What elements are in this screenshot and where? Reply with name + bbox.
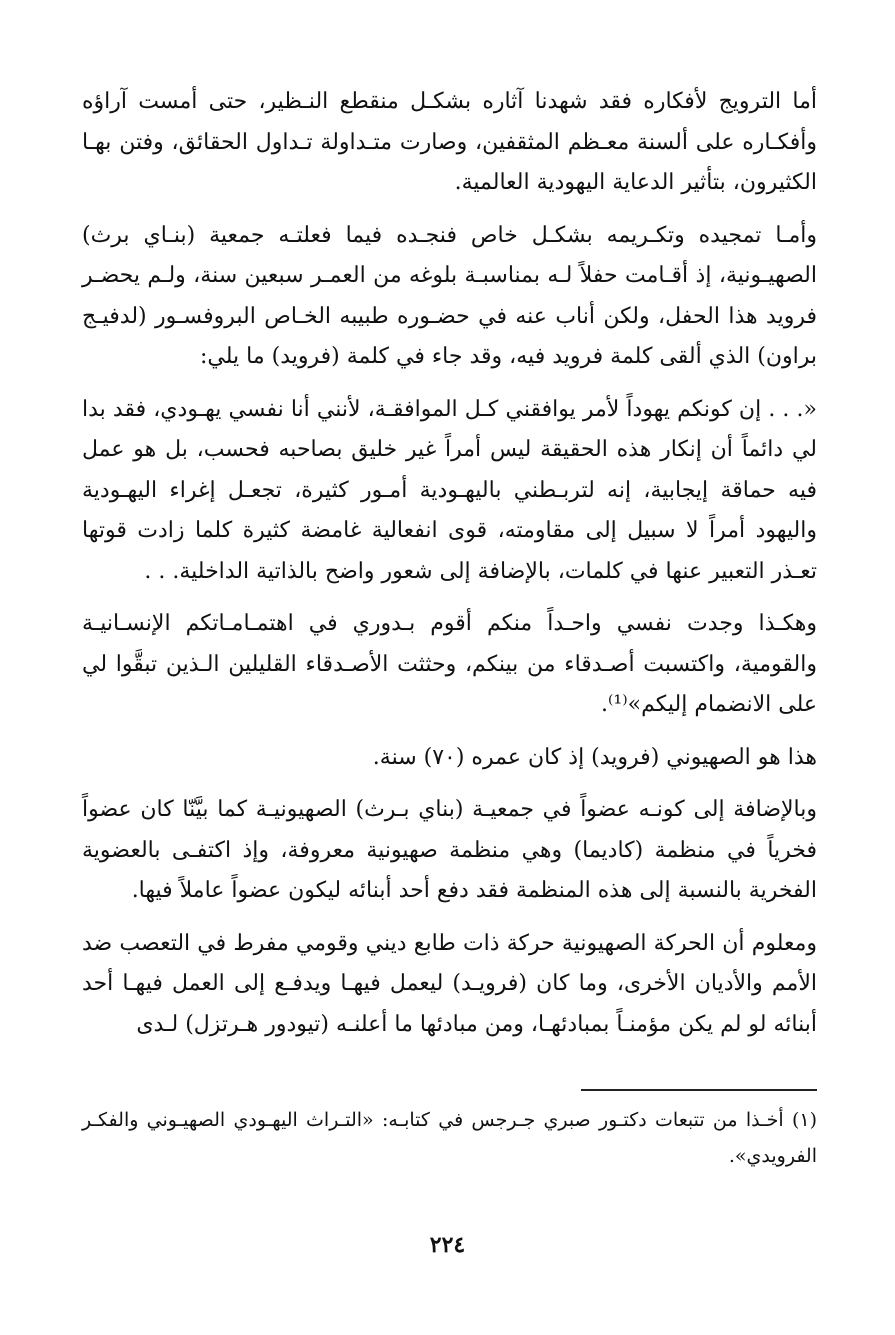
paragraph-promotion: أما الترويج لأفكاره فقد شهدنا آثاره بشكـل منقطع النـظير، حتى أمست آراؤه وأفكـاره على ألسنة معـظم المثقفين، وصارت متـداولة تـداول الحقائق، وفتن بهـا الكثيرون، بتأثير الدعاية اليهودية العالمية. — [82, 89, 817, 195]
page-body — [82, 82, 817, 1057]
paragraph-kadima-membership: وبالإضافة إلى كونـه عضواً في جمعيـة (بناي بـرث) الصهيونيـة كما بيَّنّا كان عضواً فخرياً في منظمة (كاديما) وهي منظمة صهيونية معروفة، وإذ اكتفـى بالعضوية الفخرية بالنسبة إلى هذه المنظمة فقد دفع أحد أبنائه ليكون عضواً عاملاً فيها. — [82, 797, 817, 903]
paragraph-age-note: هذا هو الصهيوني (فرويد) إذ كان عمره (٧٠) سنة. — [372, 744, 817, 770]
page-number: ٢٢٤ — [429, 1232, 466, 1258]
footnote: (١) أخـذا من تتبعات دكتـور صبري جـرجس في كتابـه: «التـراث اليهـودي الصهيـوني والفكـر الفرويدي». — [82, 1109, 817, 1167]
paragraph-bnai-brith-celebration: وأمـا تمجيده وتكـريمه بشكـل خاص فنجـده فيما فعلتـه جمعية (بنـاي برث) الصهيـونية، إذ أقـامت حفلاً لـه بمناسبـة بلوغه من العمـر سبعين سنة، ولـم يحضـر فرويد هذا الحفل، ولكن أناب عنه في حضـوره طبيبه الخـاص البروفسـور (لدفيـج براون) الذي ألقى كلمة فرويد فيه، وقد جاء في كلمة (فرويد) ما يلي: — [82, 222, 817, 369]
paragraph-freud-quote-continued: وهكـذا وجدت نفسي واحـداً منكم أقوم بـدوري في اهتمـامـاتكم الإنسـانيـة والقومية، واكتسبت أصـدقاء من بينكم، وحثثت الأصـدقاء القليلين الـذين تبقَّوا لي على الانضمام إليكم»⁽¹⁾. — [82, 611, 817, 717]
paragraph-freud-quote: «. . . إن كونكم يهوداً لأمر يوافقني كـل الموافقـة، لأنني أنا نفسي يهـودي، فقد بدا لي دائماً أن إنكار هذه الحقيقة ليس أمراً غير خليق بصاحبه فحسب، بل هو عمل فيه حماقة إيجابية، إنه لتربـطني باليهـودية أمـور كثيرة، تجعـل إغراء اليهـودية واليهود أمراً لا سبيل إلى مقاومته، قوى انفعالية غامضة كثيرة كلما زادت قوتها تعـذر التعبير عنها في كلمات، بالإضافة إلى شعور واضح بالذاتية الداخلية. . . — [82, 396, 817, 584]
paragraph-zionist-movement: ومعلوم أن الحركة الصهيونية حركة ذات طابع ديني وقومي مفرط في التعصب ضد الأمم والأديان الأخرى، وما كان (فرويـد) ليعمل فيهـا ويدفـع إلى العمل فيهـا أحد أبنائه لو لم يكن مؤمنـاً بمبادئهـا، ومن مبادئها ما أعلنـه (تيودور هـرتزل) لـدى — [82, 930, 817, 1037]
footnote-divider — [581, 1089, 817, 1091]
